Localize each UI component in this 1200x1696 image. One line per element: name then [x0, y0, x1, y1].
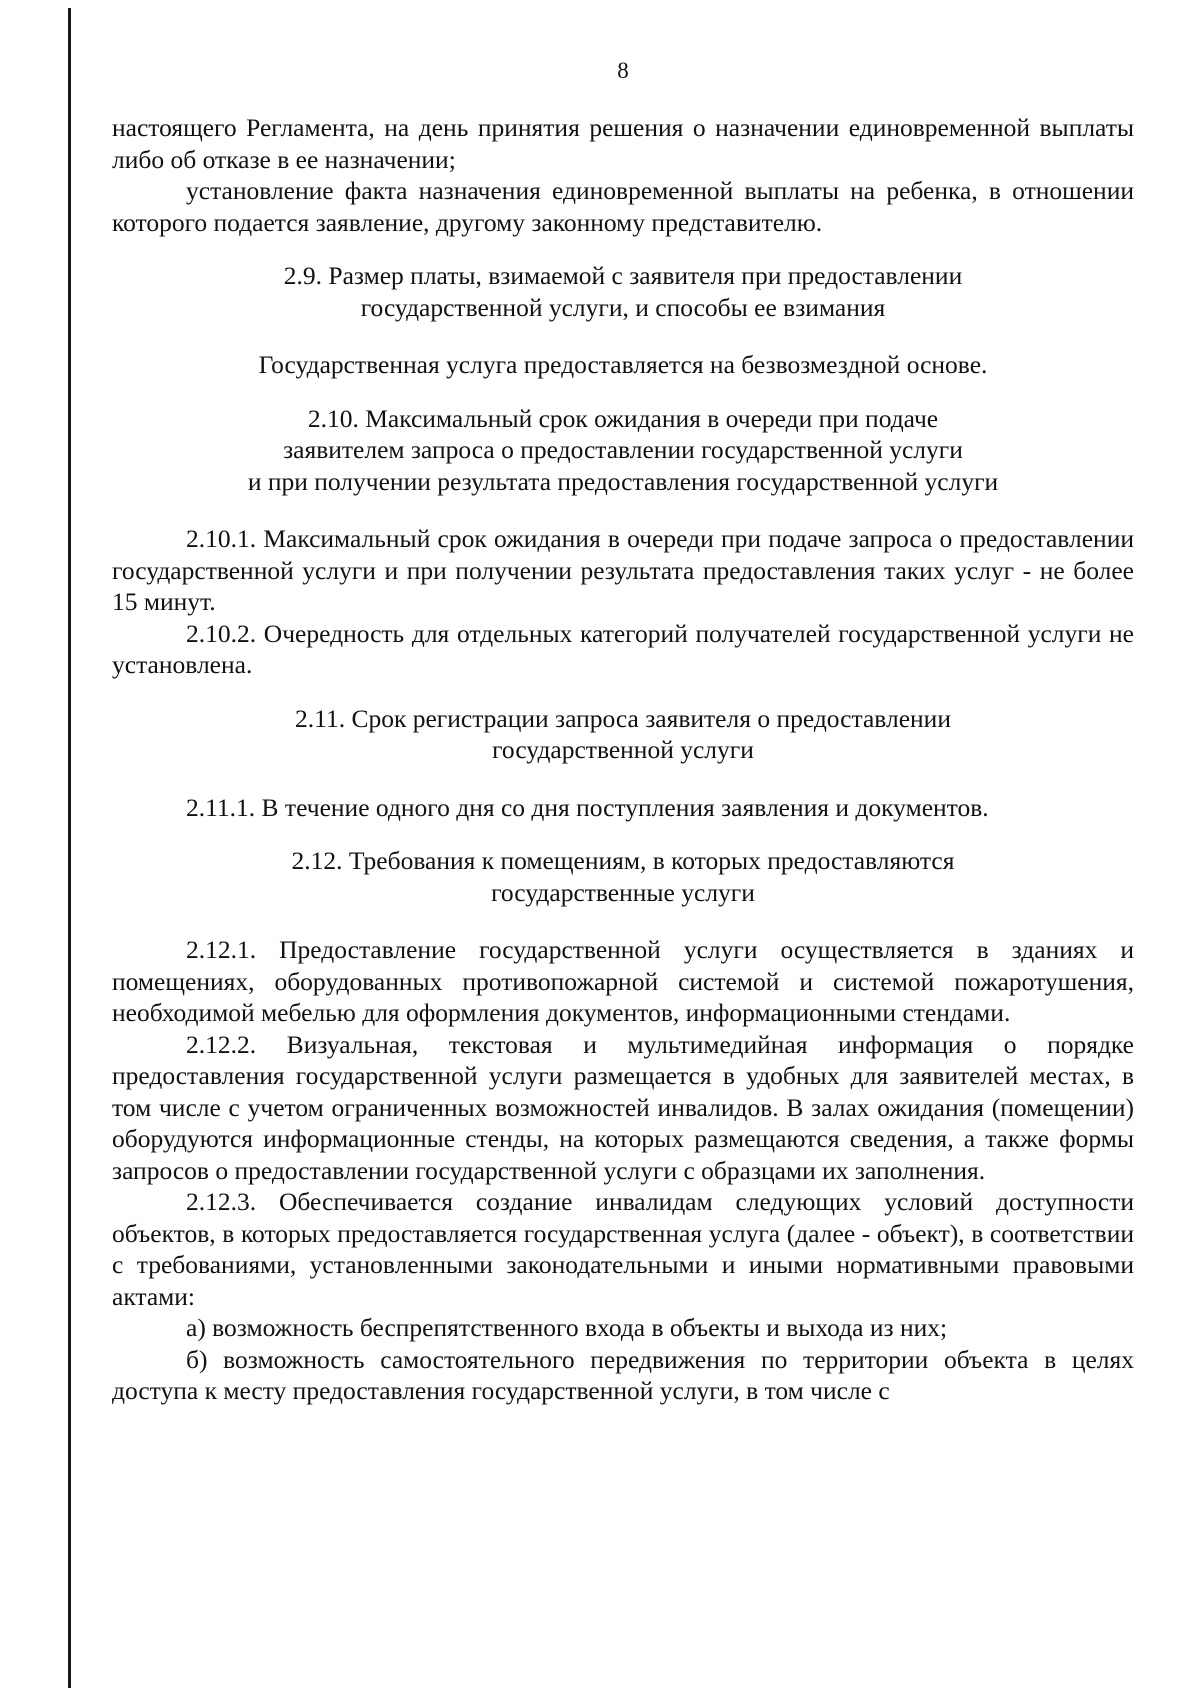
paragraph-fact-establishment: установление факта назначения единовременной выплаты на ребенка, в отношении которого подается заявление, другому законному представителю.: [112, 176, 1134, 237]
page-number: 8: [617, 58, 629, 83]
list-item-b: б) возможность самостоятельного передвижения по территории объекта в целях доступа к месту предоставления государственной услуги, в том числе с: [112, 1344, 1134, 1405]
scan-edge-line: [68, 8, 71, 1688]
section-heading-2-12: [112, 845, 1134, 908]
paragraph-2-10-2: 2.10.2. Очередность для отдельных категорий получателей государственной услуги не установлена.: [112, 618, 1134, 679]
paragraph-2-12-1: 2.12.1. Предоставление государственной услуги осуществляется в зданиях и помещениях, оборудованных противопожарной системой и системой пожаротушения, необходимой мебелью для оформления документов, информационными стендами.: [112, 935, 1134, 1027]
paragraph-2-10-1: 2.10.1. Максимальный срок ожидания в очереди при подаче запроса о предоставлении государственной услуги и при получении результата предоставления таких услуг - не более 15 минут.: [112, 524, 1134, 616]
list-item-a: а) возможность беспрепятственного входа в объекты и выхода из них;: [186, 1313, 948, 1342]
heading-line: государственной услуги: [492, 735, 754, 764]
heading-line: 2.11. Срок регистрации запроса заявителя о предоставлении: [295, 703, 951, 733]
document-body: [112, 112, 1134, 1407]
heading-line: 2.10. Максимальный срок ожидания в очереди при подаче: [307, 403, 939, 433]
paragraph-2-12-2: 2.12.2. Визуальная, текстовая и мультимедийная информация о порядке предоставления государственной услуги размещается в удобных для заявителей местах, в том числе с учетом ограниченных возможностей инвалидов. В залах ожидания (помещении) оборудуются информационные стенды, на которых размещаются сведения, а также формы запросов о предоставлении государственной услуги с образцами их заполнения.: [112, 1029, 1134, 1185]
heading-line: заявителем запроса о предоставлении государственной услуги: [283, 435, 963, 464]
heading-line: государственные услуги: [491, 877, 755, 907]
heading-line: 2.9. Размер платы, взимаемой с заявителя при предоставлении: [283, 261, 963, 290]
document-page: [112, 0, 1134, 1696]
section-heading-2-9: [112, 260, 1134, 323]
paragraph-2-12-3: 2.12.3. Обеспечивается создание инвалидам следующих условий доступности объектов, в которых предоставляется государственная услуга (далее - объект), в соответствии с требованиями, установленными законодательными и иными нормативными правовыми актами:: [112, 1187, 1134, 1311]
paragraph-continuation: настоящего Регламента, на день принятия решения о назначении единовременной выплаты либо об отказе в ее назначении;: [112, 113, 1134, 174]
section-heading-2-11: [112, 703, 1134, 766]
heading-line: государственной услуги, и способы ее взимания: [360, 292, 886, 322]
paragraph-free-service: Государственная услуга предоставляется на безвозмездной основе.: [258, 350, 988, 379]
paragraph-2-11-1: 2.11.1. В течение одного дня со дня поступления заявления и документов.: [186, 792, 989, 822]
heading-line: и при получении результата предоставления государственной услуги: [247, 466, 999, 496]
heading-line: 2.12. Требования к помещениям, в которых предоставляются: [291, 846, 955, 875]
section-heading-2-10: [112, 403, 1134, 498]
